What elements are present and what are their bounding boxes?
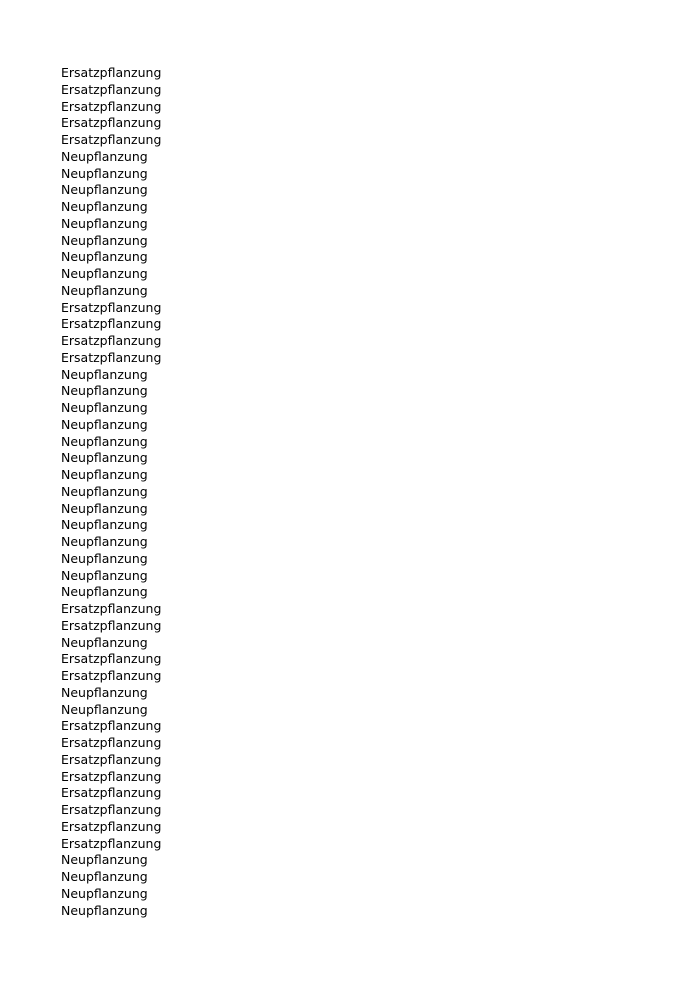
planting-type-entry: Neupflanzung (61, 282, 148, 298)
planting-type-entry: Neupflanzung (61, 567, 148, 583)
planting-type-entry: Ersatzpflanzung (61, 98, 162, 114)
planting-type-entry: Neupflanzung (61, 383, 148, 399)
planting-type-entry: Neupflanzung (61, 885, 148, 901)
planting-type-entry: Neupflanzung (61, 500, 148, 516)
planting-type-entry: Neupflanzung (61, 902, 148, 918)
planting-type-entry: Neupflanzung (61, 416, 148, 432)
planting-type-entry: Ersatzpflanzung (61, 818, 162, 834)
planting-type-entry: Ersatzpflanzung (61, 735, 162, 750)
planting-type-entry: Ersatzpflanzung (61, 718, 162, 734)
planting-type-entry: Ersatzpflanzung (61, 333, 162, 348)
planting-type-entry: Ersatzpflanzung (61, 785, 162, 801)
planting-type-entry: Neupflanzung (61, 852, 148, 868)
planting-type-entry: Ersatzpflanzung (61, 349, 162, 365)
planting-type-entry: Ersatzpflanzung (61, 751, 162, 767)
planting-type-entry: Ersatzpflanzung (61, 115, 162, 131)
planting-type-entry: Neupflanzung (61, 433, 148, 449)
planting-type-entry: Neupflanzung (61, 483, 148, 499)
planting-type-entry: Neupflanzung (61, 634, 148, 650)
planting-type-entry: Ersatzpflanzung (61, 601, 162, 616)
planting-type-entry: Ersatzpflanzung (61, 316, 162, 332)
planting-type-entry: Neupflanzung (61, 584, 148, 600)
planting-type-entry: Neupflanzung (61, 534, 148, 549)
planting-type-entry: Neupflanzung (61, 517, 148, 533)
planting-type-entry: Ersatzpflanzung (61, 768, 162, 784)
planting-type-entry: Neupflanzung (61, 400, 148, 415)
planting-type-entry: Ersatzpflanzung (61, 651, 162, 667)
planting-type-entry: Ersatzpflanzung (61, 132, 162, 147)
planting-type-list (61, 65, 161, 919)
planting-type-entry: Ersatzpflanzung (61, 835, 162, 851)
planting-type-entry: Neupflanzung (61, 366, 148, 382)
planting-type-entry: Neupflanzung (61, 215, 148, 231)
planting-type-entry: Ersatzpflanzung (61, 617, 162, 633)
planting-type-entry: Neupflanzung (61, 701, 148, 717)
planting-type-entry: Neupflanzung (61, 199, 148, 214)
planting-type-entry: Ersatzpflanzung (61, 299, 162, 315)
planting-type-entry: Neupflanzung (61, 450, 148, 466)
planting-type-entry: Neupflanzung (61, 249, 148, 265)
planting-type-entry: Ersatzpflanzung (61, 668, 162, 683)
planting-type-entry: Ersatzpflanzung (61, 802, 162, 817)
planting-type-entry: Neupflanzung (61, 165, 148, 181)
planting-type-entry: Ersatzpflanzung (61, 65, 162, 80)
planting-type-entry: Ersatzpflanzung (61, 81, 162, 97)
planting-type-entry: Neupflanzung (61, 182, 148, 198)
planting-type-entry: Neupflanzung (61, 550, 148, 566)
planting-type-entry: Neupflanzung (61, 467, 148, 482)
planting-type-entry: Neupflanzung (61, 148, 148, 164)
planting-type-entry: Neupflanzung (61, 684, 148, 700)
planting-type-entry: Neupflanzung (61, 266, 148, 281)
planting-type-entry: Neupflanzung (61, 232, 148, 248)
planting-type-entry: Neupflanzung (61, 869, 148, 884)
